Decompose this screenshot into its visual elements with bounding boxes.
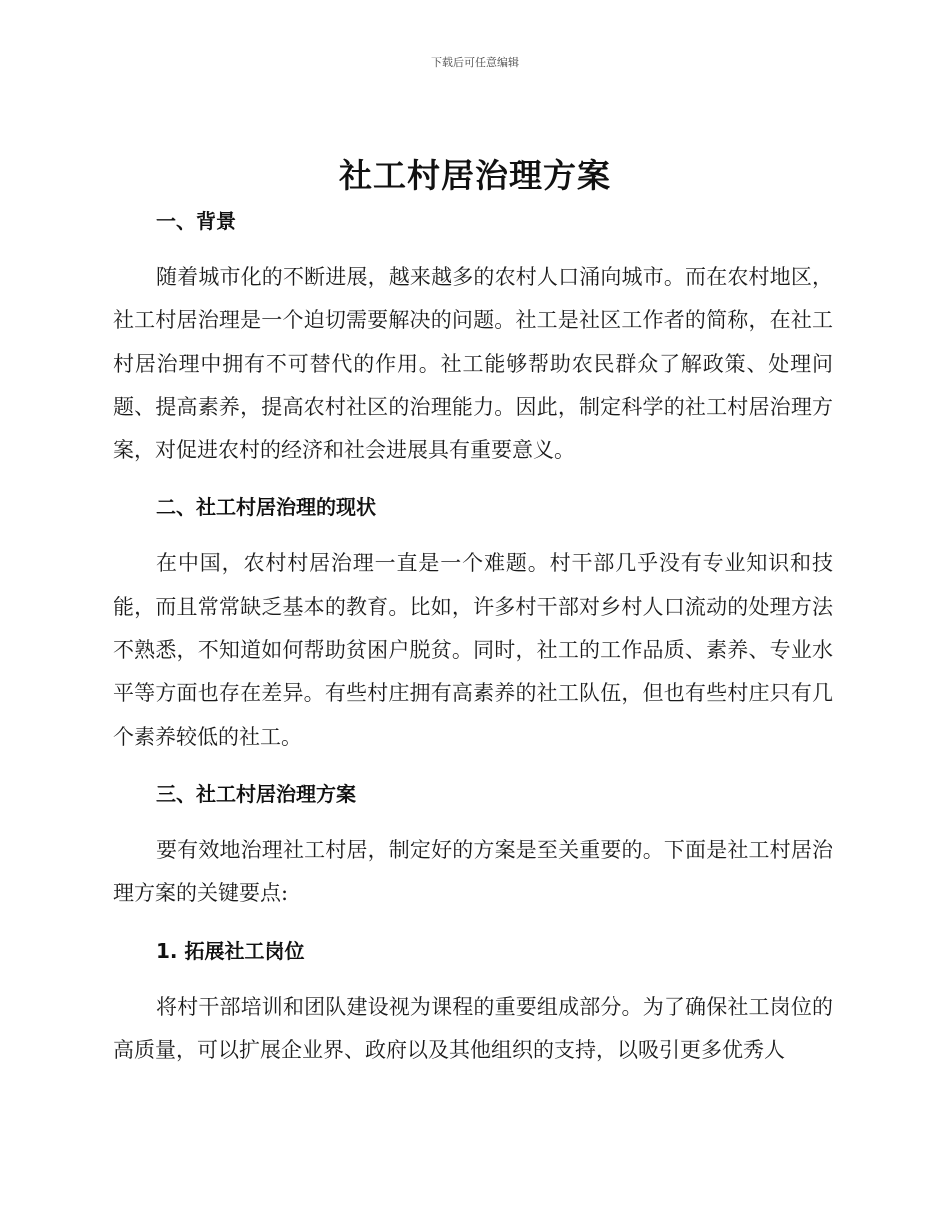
- section-heading-status: 二、社工村居治理的现状: [156, 495, 376, 520]
- section-paragraph-status: 在中国，农村村居治理一直是一个难题。村干部几乎没有专业知识和技能，而且常常缺乏基本的教育。比如，许多村干部对乡村人口流动的处理方法不熟悉，不知道如何帮助贫困户脱贫。同时，社工的工作品质、素养、专业水平等方面也存在差异。有些村庄拥有高素养的社工队伍，但也有些村庄只有几个素养较低的社工。: [113, 551, 833, 749]
- header-note: 下载后可任意编辑: [431, 56, 519, 69]
- document-title: 社工村居治理方案: [339, 156, 611, 195]
- section-heading-plan: 三、社工村居治理方案: [156, 781, 356, 806]
- section-paragraph-background: 随着城市化的不断进展，越来越多的农村人口涌向城市。而在农村地区，社工村居治理是一个迫切需要解决的问题。社工是社区工作者的简称，在社工村居治理中拥有不可替代的作用。社工能够帮助农民群众了解政策、处理问题、提高素养，提高农村社区的治理能力。因此，制定科学的社工村居治理方案，对促进农村的经济和社会进展具有重要意义。: [113, 265, 833, 463]
- section-paragraph-plan: 要有效地治理社工村居，制定好的方案是至关重要的。下面是社工村居治理方案的关键要点:: [113, 837, 833, 906]
- section-heading-background: 一、背景: [156, 209, 236, 233]
- document-body: [113, 204, 833, 1090]
- section-paragraph-expand-posts: 将村干部培训和团队建设视为课程的重要组成部分。为了确保社工岗位的高质量，可以扩展企业界、政府以及其他组织的支持，以吸引更多优秀人: [113, 994, 833, 1062]
- section-heading-expand-posts: 1. 拓展社工岗位: [156, 938, 305, 963]
